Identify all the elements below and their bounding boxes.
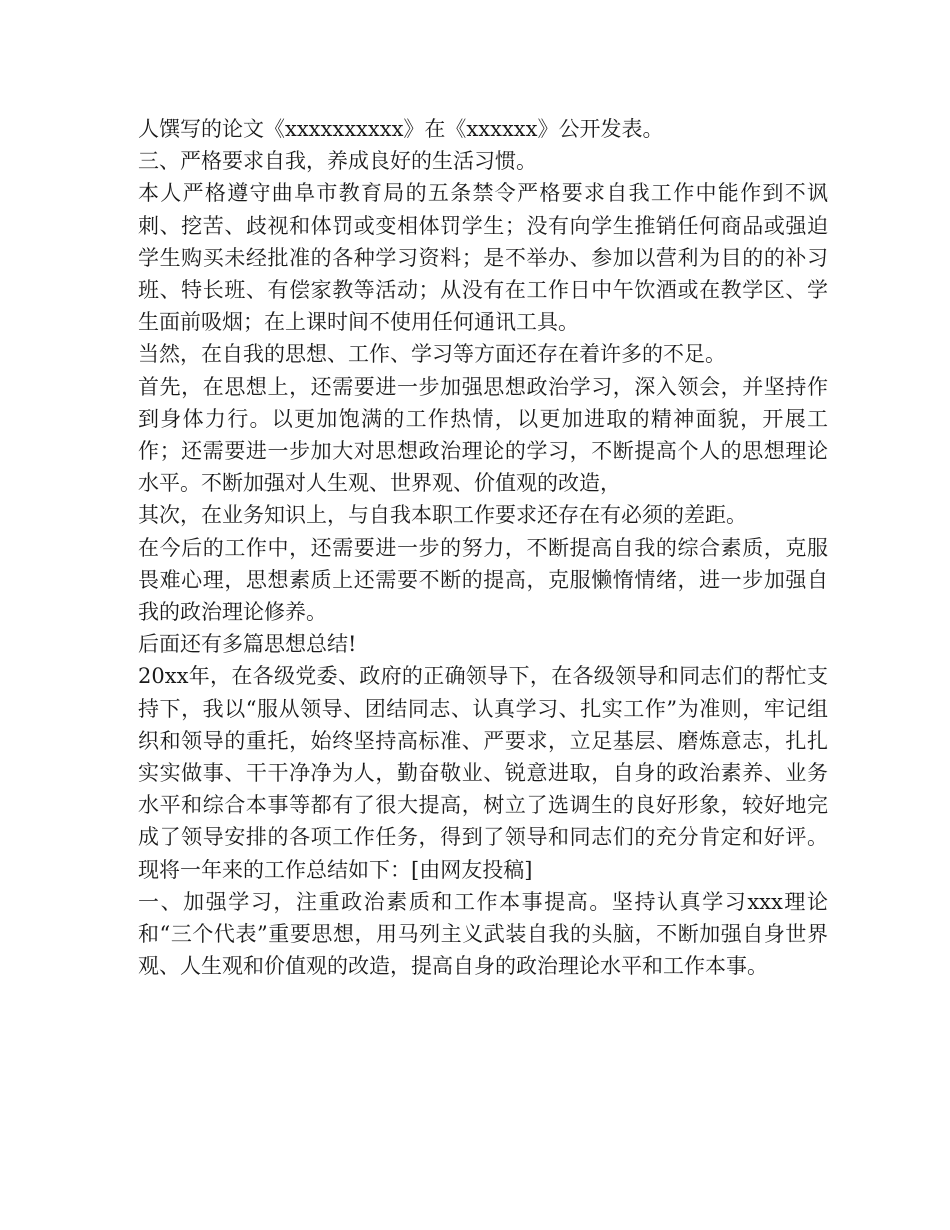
paragraph-more-summaries: 后面还有多篇思想总结! (138, 632, 357, 657)
document-page (138, 113, 828, 982)
paragraph-shortcomings-intro: 当然，在自我的思想、工作、学习等方面还存在着许多的不足。 (138, 342, 726, 367)
paragraph-year-summary: 20xx年，在各级党委、政府的正确领导下，在各级领导和同志们的帮忙支持下，我以“服从领导、团结同志、认真学习、扎实工作”为准则，牢记组织和领导的重托，始终坚持高标准、严要求，立足基层、磨炼意志，扎扎实实做事、干干净净为人，勤奋敬业、锐意进取，自身的政治素养、业务水平和综合本事等都有了很大提高，树立了选调生的良好形象，较好地完成了领导安排的各项工作任务，得到了领导和同志们的充分肯定和好评。现将一年来的工作总结如下：[由网友投稿] (138, 664, 828, 882)
paragraph-section-one-study: 一、加强学习，注重政治素质和工作本事提高。坚持认真学习xxx理论和“三个代表”重要思想，用马列主义武装自我的头脑，不断加强自身世界观、人生观和价值观的改造，提高自身的政治理论水平和工作本事。 (138, 889, 828, 979)
paragraph-first-thought: 首先，在思想上，还需要进一步加强思想政治学习，深入领会，并坚持作到身体力行。以更加饱满的工作热情，以更加进取的精神面貌，开展工作；还需要进一步加大对思想政治理论的学习，不断提高个人的思想理论水平。不断加强对人生观、世界观、价值观的改造， (138, 374, 828, 496)
paragraph-second-business: 其次，在业务知识上，与自我本职工作要求还存在有必须的差距。 (138, 503, 747, 528)
paragraph-rules-compliance: 本人严格遵守曲阜市教育局的五条禁令严格要求自我工作中能作到不讽刺、挖苦、歧视和体罚或变相体罚学生；没有向学生推销任何商品或强迫学生购买未经批准的各种学习资料；是不举办、参加以营利为目的的补习班、特长班、有偿家教等活动；从没有在工作日中午饮酒或在教学区、学生面前吸烟；在上课时间不使用任何通讯工具。 (138, 181, 828, 335)
paragraph-future-work: 在今后的工作中，还需要进一步的努力，不断提高自我的综合素质，克服畏难心理，思想素质上还需要不断的提高，克服懒惰情绪，进一步加强自我的政治理论修养。 (138, 535, 828, 625)
paragraph-thesis-published: 人馔写的论文《xxxxxxxxxx》在《xxxxxx》公开发表。 (138, 117, 664, 141)
heading-section-three: 三、严格要求自我，养成良好的生活习惯。 (138, 149, 537, 174)
